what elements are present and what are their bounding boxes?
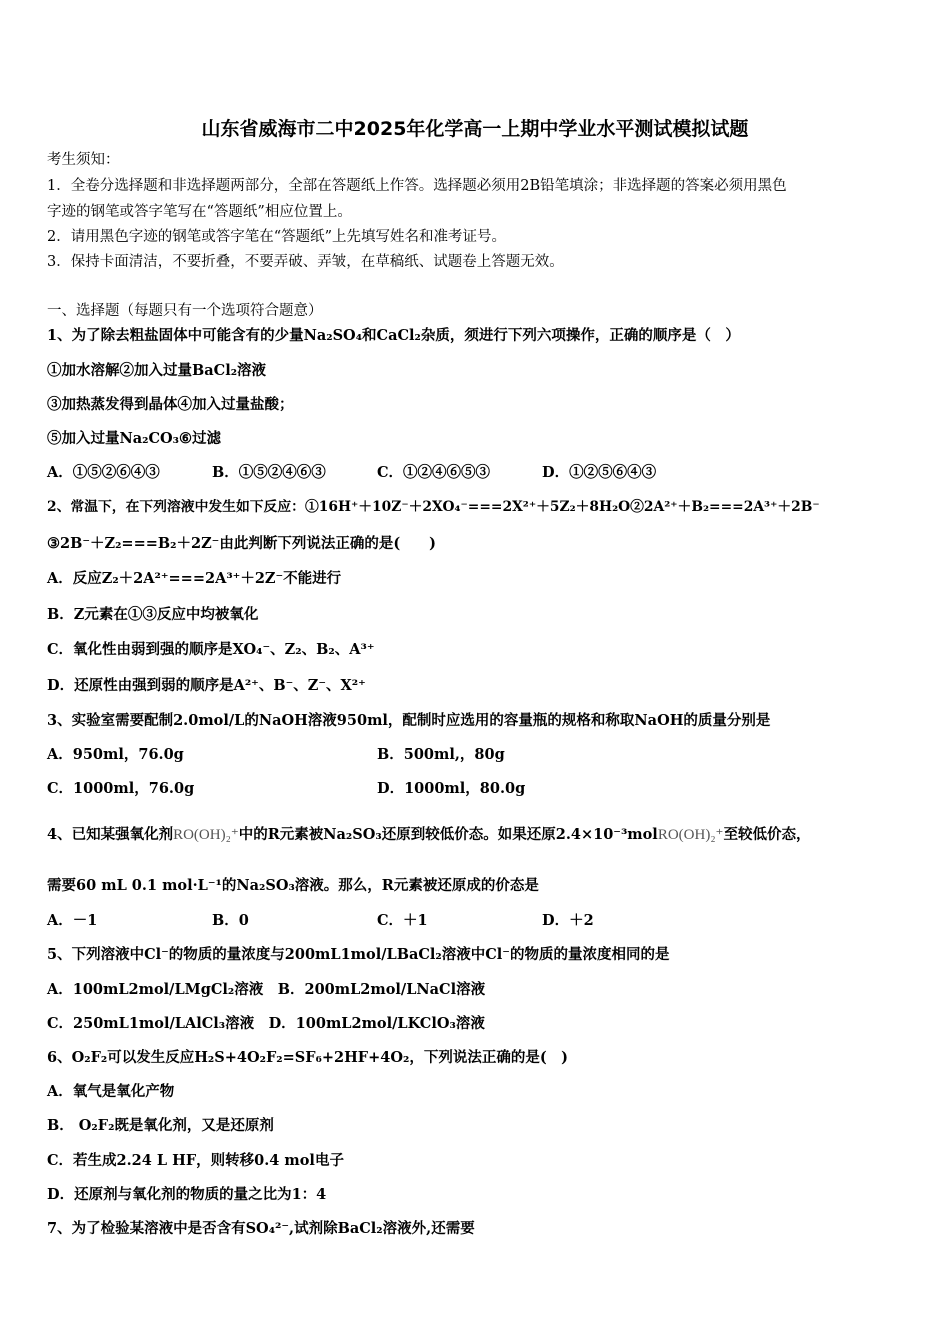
option-b: B．500ml,，80g <box>377 746 505 763</box>
option-c: C．1000ml，76.0g <box>47 780 195 797</box>
question-1-step-line: ⑤加入过量Na₂CO₃⑥过滤 <box>47 430 222 447</box>
question-4-text-1: 4、已知某强氧化剂 <box>47 826 174 843</box>
formula-ro-oh2: RO(OH)₂⁺ <box>657 827 724 843</box>
option-d: D．1000ml，80.0g <box>377 780 526 797</box>
option-d: D．还原性由强到弱的顺序是A²⁺、B⁻、Z⁻、X²⁺ <box>47 677 366 694</box>
question-3-stem: 3、实验室需要配制2.0mol/L的NaOH溶液950ml，配制时应选用的容量瓶的规格和称取NaOH的质量分别是 <box>47 712 771 729</box>
question-1-options <box>47 464 707 482</box>
question-1-step-line: ③加热蒸发得到晶体④加入过量盐酸； <box>47 396 294 413</box>
section-heading: 一、选择题（每题只有一个选项符合题意） <box>47 303 323 319</box>
option-a: A．①⑤②⑥④③ <box>47 464 160 481</box>
option-c: C．若生成2.24 L HF，则转移0.4 mol电子 <box>47 1152 344 1169</box>
question-4-stem <box>47 826 810 844</box>
option-b: B． O₂F₂既是氧化剂，又是还原剂 <box>47 1117 274 1134</box>
question-2-stem-cont: ③2B⁻＋Z₂===B₂＋2Z⁻由此判断下列说法正确的是( ) <box>47 535 437 552</box>
question-3-options-ab <box>47 746 707 764</box>
question-4-text-3: 至较低价态， <box>723 826 811 843</box>
notice-item-2: 2．请用黑色字迹的钢笔或答字笔在“答题纸”上先填写姓名和准考证号。 <box>47 229 507 245</box>
option-a: A．－1 <box>47 912 98 929</box>
question-2-stem: 2、常温下，在下列溶液中发生如下反应：①16H⁺＋10Z⁻＋2XO₄⁻===2X²⁺＋5Z₂＋8H₂O②2A²⁺＋B₂===2A³⁺＋2B⁻ <box>47 499 820 515</box>
option-b: B．①⑤②④⑥③ <box>212 464 326 481</box>
question-4-stem-cont: 需要60 mL 0.1 mol·L⁻¹的Na₂SO₃溶液。那么，R元素被还原成的价态是 <box>47 877 539 894</box>
option-d: D．还原剂与氧化剂的物质的量之比为1：4 <box>47 1186 327 1203</box>
option-c: C．①②④⑥⑤③ <box>377 464 491 481</box>
question-5-options-cd: C．250mL1mol/LAlCl₃溶液 D．100mL2mol/LKClO₃溶液 <box>47 1015 485 1032</box>
question-5-stem: 5、下列溶液中Cl⁻的物质的量浓度与200mL1mol/LBaCl₂溶液中Cl⁻的物质的量浓度相同的是 <box>47 946 670 963</box>
option-a: A．氧气是氧化产物 <box>47 1083 175 1100</box>
formula-ro-oh2: RO(OH)₂⁺ <box>173 827 239 843</box>
option-d: D．①②⑤⑥④③ <box>542 464 657 481</box>
option-b: B．Z元素在①③反应中均被氧化 <box>47 606 259 623</box>
question-7-stem: 7、为了检验某溶液中是否含有SO₄²⁻,试剂除BaCl₂溶液外,还需要 <box>47 1220 475 1237</box>
notice-item-3: 3．保持卡面清洁，不要折叠，不要弄破、弄皱，在草稿纸、试题卷上答题无效。 <box>47 254 564 270</box>
question-6-stem: 6、O₂F₂可以发生反应H₂S+4O₂F₂=SF₆+2HF+4O₂，下列说法正确的是( ) <box>47 1049 569 1066</box>
question-1-step-line: ①加水溶解②加入过量BaCl₂溶液 <box>47 362 267 379</box>
question-3-options-cd <box>47 780 707 798</box>
question-4-options <box>47 912 707 930</box>
page-title: 山东省威海市二中2025年化学高一上期中学业水平测试模拟试题 <box>201 118 749 140</box>
notice-item-1: 1．全卷分选择题和非选择题两部分，全部在答题纸上作答。选择题必须用2B铅笔填涂；非选择题的答案必须用黑色 <box>47 178 787 194</box>
option-c: C．＋1 <box>377 912 428 929</box>
option-c: C．氧化性由弱到强的顺序是XO₄⁻、Z₂、B₂、A³⁺ <box>47 641 375 658</box>
question-4-text-2: 中的R元素被Na₂SO₃还原到较低价态。如果还原2.4×10⁻³mol <box>238 826 658 843</box>
option-d: D．＋2 <box>542 912 594 929</box>
option-a: A．反应Z₂＋2A²⁺===2A³⁺＋2Z⁻不能进行 <box>47 570 342 587</box>
question-5-options-ab: A．100mL2mol/LMgCl₂溶液 B．200mL2mol/LNaCl溶液 <box>47 981 486 998</box>
question-1-stem: 1、为了除去粗盐固体中可能含有的少量Na₂SO₄和CaCl₂杂质，须进行下列六项操作，正确的顺序是（ ） <box>47 327 740 344</box>
option-a: A．950ml，76.0g <box>47 746 184 763</box>
notice-item-1-cont: 字迹的钢笔或答字笔写在“答题纸”相应位置上。 <box>47 204 352 220</box>
option-b: B．0 <box>212 912 249 929</box>
notice-heading: 考生须知： <box>47 152 120 168</box>
